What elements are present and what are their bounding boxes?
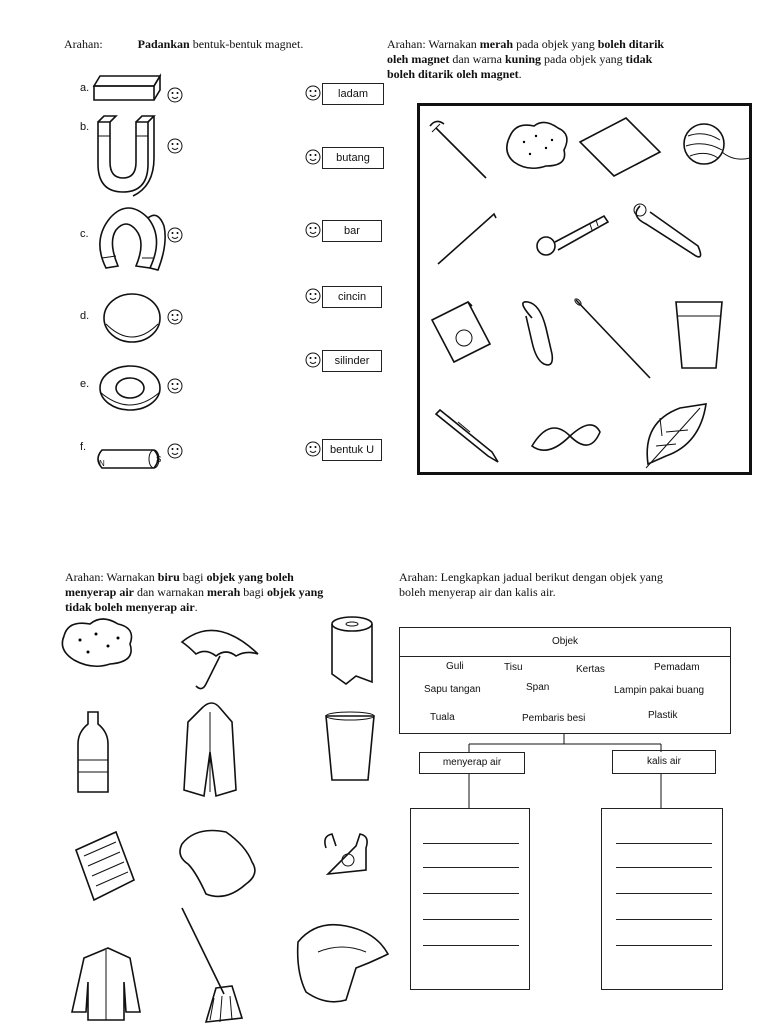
wire-drawing (438, 214, 496, 264)
needle-drawing (574, 298, 650, 378)
object-kertas: Kertas (576, 664, 605, 675)
object-span: Span (526, 682, 550, 693)
left-smileys (166, 86, 186, 466)
letter-c: c. (80, 228, 89, 240)
word-box-bar[interactable]: bar (322, 220, 382, 242)
word-box-bentuk-u[interactable]: bentuk U (322, 439, 382, 461)
button-magnet-drawing (104, 294, 160, 342)
smiley-icon (306, 86, 320, 100)
section2-instruction: Arahan: Warnakan merah pada objek yang boleh ditarik oleh magnet dan warna kuning pada objek yang tidak boleh ditarik oleh magnet. (387, 37, 665, 81)
letter-d: d. (80, 310, 90, 322)
pole-n-label: N (99, 459, 105, 468)
safety-pin-drawing (634, 204, 701, 257)
smiley-icon (168, 444, 182, 458)
letter-a: a. (80, 82, 90, 94)
paper-towel-drawing (332, 617, 372, 684)
word-box-ladam[interactable]: ladam (322, 83, 384, 105)
cylinder-magnet-drawing (98, 450, 162, 468)
object-lampin-pakai-buang: Lampin pakai buang (614, 685, 705, 696)
smiley-icon (168, 310, 182, 324)
answer-line[interactable] (423, 867, 519, 868)
section4-instruction: Arahan: Lengkapkan jadual berikut dengan objek yang boleh menyerap air dan kalis air. (399, 570, 663, 599)
shirt-drawing (72, 948, 140, 1020)
answer-line[interactable] (616, 893, 712, 894)
ring-magnet-drawing (100, 366, 160, 410)
right-smileys (304, 84, 324, 464)
letter-b: b. (80, 121, 90, 133)
bar-magnet-drawing (94, 76, 160, 100)
pole-s-label: S (156, 455, 162, 464)
branch-menyerap-air: menyerap air (419, 752, 525, 774)
object-pemadam: Pemadam (654, 662, 700, 673)
glass-drawing (326, 712, 374, 780)
answer-box-kalis-air[interactable] (601, 808, 723, 990)
paperclip-drawing (523, 302, 552, 365)
answer-line[interactable] (616, 843, 712, 844)
object-sapu-tangan: Sapu tangan (424, 684, 481, 695)
rubber-band-drawing (532, 425, 600, 450)
answer-box-menyerap-air[interactable] (410, 808, 530, 990)
tree-connectors (399, 734, 739, 814)
raincoat-drawing (184, 703, 236, 796)
smiley-icon (168, 88, 182, 102)
plastic-bag-drawing (325, 834, 367, 874)
word-box-cincin[interactable]: cincin (322, 286, 382, 308)
magnet-objects-drawings (420, 106, 749, 472)
answer-line[interactable] (423, 919, 519, 920)
sponge-drawing (507, 122, 567, 168)
leaf-drawing (646, 404, 706, 468)
umbrella-drawing (182, 630, 258, 688)
object-tuala: Tuala (430, 712, 455, 723)
answer-line[interactable] (423, 893, 519, 894)
sponge-drawing (62, 619, 131, 666)
object-guli: Guli (446, 661, 464, 672)
mop-drawing (182, 908, 242, 1022)
answer-line[interactable] (423, 945, 519, 946)
smiley-icon (306, 442, 320, 456)
yarn-ball-drawing (684, 124, 750, 164)
diaper-drawing (298, 925, 388, 1002)
word-box-butang[interactable]: butang (322, 147, 384, 169)
nail-drawing (430, 121, 486, 178)
object-tisu: Tisu (504, 662, 523, 673)
horseshoe-magnet-drawing (100, 208, 165, 270)
section3-instruction: Arahan: Warnakan biru bagi objek yang boleh menyerap air dan warnakan merah bagi objek yang tidak boleh menyerap air. (65, 570, 324, 614)
word-box-silinder[interactable]: silinder (322, 350, 382, 372)
smiley-icon (306, 353, 320, 367)
cloth-drawing (180, 831, 255, 897)
glass-drawing (676, 302, 722, 368)
objects-frame (417, 103, 752, 475)
absorb-objects-drawings (56, 612, 396, 1024)
smiley-icon (306, 150, 320, 164)
branch-kalis-air: kalis air (612, 750, 716, 774)
smiley-icon (168, 379, 182, 393)
paper-drawing (580, 118, 660, 176)
smiley-icon (306, 223, 320, 237)
pencil-drawing (436, 410, 498, 462)
juice-box-drawing (432, 302, 490, 362)
section1-instruction: Arahan: Padankan bentuk-bentuk magnet. (64, 37, 304, 51)
letter-e: e. (80, 378, 90, 390)
newspaper-drawing (76, 832, 134, 900)
smiley-icon (168, 228, 182, 242)
answer-line[interactable] (423, 843, 519, 844)
letter-f: f. (80, 441, 87, 453)
answer-line[interactable] (616, 919, 712, 920)
smiley-icon (168, 139, 182, 153)
table-header: Objek (400, 628, 730, 657)
answer-line[interactable] (616, 867, 712, 868)
object-pembaris-besi: Pembaris besi (522, 713, 586, 724)
key-drawing (537, 216, 608, 255)
bottle-drawing (78, 712, 108, 792)
smiley-icon (306, 289, 320, 303)
u-magnet-drawing (98, 116, 154, 196)
objects-table (399, 627, 731, 734)
object-plastik: Plastik (648, 710, 678, 721)
answer-line[interactable] (616, 945, 712, 946)
